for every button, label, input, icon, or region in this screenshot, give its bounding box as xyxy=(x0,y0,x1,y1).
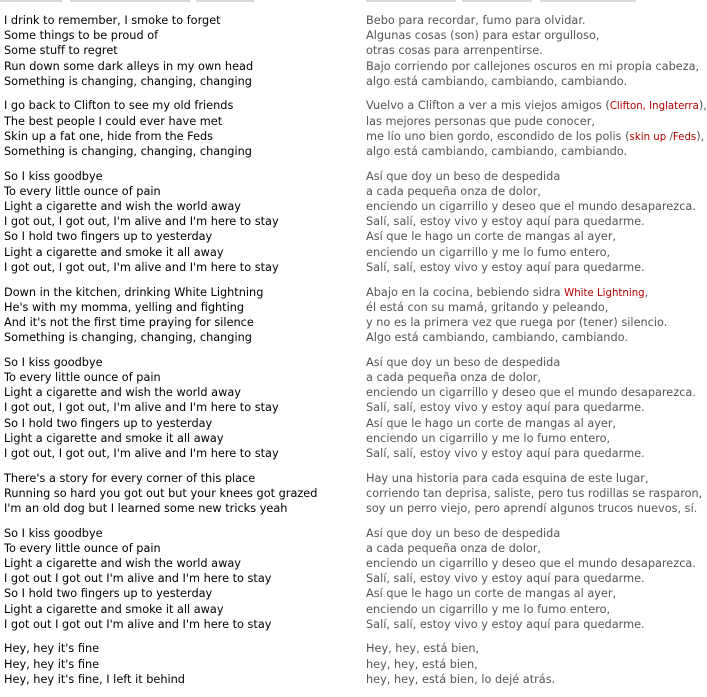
spanish-translation-line xyxy=(366,672,704,687)
translator-note: skin up xyxy=(629,131,667,143)
translation-text: y no es la primera vez que ruega por (tener) silencio. xyxy=(366,315,668,329)
spanish-translation-line xyxy=(366,300,704,315)
translator-note: Feds xyxy=(672,131,697,143)
spanish-translation-line xyxy=(366,486,704,501)
spanish-translation-line xyxy=(366,602,704,617)
translation-text: Así que le hago un corte de mangas al ayer, xyxy=(366,587,617,601)
translation-text: a cada pequeña onza de dolor, xyxy=(366,184,542,198)
translation-text: él está con su mamá, gritando y peleando, xyxy=(366,300,609,314)
english-lyric-line: Hey, hey it's fine, I left it behind xyxy=(4,672,185,686)
english-lyric-line: Run down some dark alleys in my own head xyxy=(4,59,254,73)
english-lyric-line: So I hold two fingers up to yesterday xyxy=(4,230,213,244)
english-lyric-line: Hey, hey it's fine xyxy=(4,642,100,656)
english-lyric-line: I got out, I got out, I'm alive and I'm here to stay xyxy=(4,446,279,460)
english-lyric-line: So I hold two fingers up to yesterday xyxy=(4,416,213,430)
translation-text: soy un perro viejo, pero aprendí algunos trucos nuevos, sí. xyxy=(366,501,698,515)
translation-text: Bajo corriendo por callejones oscuros en mi propia cabeza, xyxy=(366,59,700,73)
english-lyric-line: I got out I got out I'm alive and I'm here to stay xyxy=(4,617,272,631)
english-lyric-line: Something is changing, changing, changing xyxy=(4,331,252,345)
english-lyric-line: Light a cigarette and wish the world away xyxy=(4,557,241,570)
translator-note: White Lightning xyxy=(564,287,645,299)
spanish-translation-line xyxy=(366,214,704,229)
spanish-translation-line xyxy=(366,556,704,571)
english-lyrics-column xyxy=(4,13,356,697)
spanish-translation-line xyxy=(366,330,704,345)
spanish-translation-line xyxy=(366,13,704,28)
spanish-translation-line xyxy=(366,144,704,159)
translation-text: Salí, salí, estoy vivo y estoy aquí para quedarme. xyxy=(366,215,645,229)
spanish-translation-line xyxy=(366,28,704,43)
english-lyric-line: So I kiss goodbye xyxy=(4,526,103,540)
english-lyric-line: I got out, I got out, I'm alive and I'm here to stay xyxy=(4,260,279,274)
spanish-stanza xyxy=(366,471,704,517)
translation-text: a cada pequeña onza de dolor, xyxy=(366,541,542,555)
note-separator: / xyxy=(666,131,673,143)
spanish-translation-line xyxy=(366,199,704,214)
translation-text: Bebo para recordar, fumo para olvidar. xyxy=(366,14,586,27)
translation-text: Hey, hey, está bien, xyxy=(366,642,480,656)
english-lyric-line: I go back to Clifton to see my old friends xyxy=(4,99,234,113)
spanish-translation-line xyxy=(366,184,704,199)
spanish-translation-line xyxy=(366,446,704,461)
translator-note: Clifton, Inglaterra xyxy=(609,101,699,113)
spanish-translation-line xyxy=(366,74,704,89)
translation-text: enciendo un cigarrillo y me lo fumo entero, xyxy=(366,245,611,259)
english-lyric-line: The best people I could ever have met xyxy=(4,114,223,128)
translation-text: enciendo un cigarrillo y me lo fumo entero, xyxy=(366,431,611,445)
english-lyric-line: Some stuff to regret xyxy=(4,44,118,58)
translation-text: enciendo un cigarrillo y deseo que el mundo desaparezca. xyxy=(366,557,696,570)
translation-text: me lío uno bien gordo, escondido de los polis ( xyxy=(366,129,630,143)
translation-text: algo está cambiando, cambiando, cambiando. xyxy=(366,145,628,158)
english-stanza xyxy=(4,471,356,517)
translation-text: Salí, salí, estoy vivo y estoy aquí para quedarme. xyxy=(366,401,645,415)
spanish-translation-column xyxy=(366,13,707,697)
spanish-translation-line xyxy=(366,385,704,400)
english-lyric-line: I'm an old dog but I learned some new tricks yeah xyxy=(4,501,288,515)
spanish-stanza xyxy=(366,355,704,461)
english-lyric-line: And it's not the first time praying for silence xyxy=(4,315,254,329)
spanish-translation-line xyxy=(366,169,704,184)
spanish-translation-line xyxy=(366,285,704,300)
english-lyric-line: Running so hard you got out but your knees got grazed xyxy=(4,486,318,500)
english-lyric-line: Hey, hey it's fine xyxy=(4,657,100,671)
top-cropped-strip xyxy=(0,0,705,3)
english-stanza xyxy=(4,98,356,159)
english-lyric-line: Something is changing, changing, changing xyxy=(4,145,252,158)
english-lyric-line: There's a story for every corner of this place xyxy=(4,471,256,485)
spanish-translation-line xyxy=(366,129,704,144)
spanish-stanza xyxy=(366,13,704,89)
english-lyric-line: So I hold two fingers up to yesterday xyxy=(4,587,213,601)
spanish-translation-line xyxy=(366,471,704,486)
spanish-stanza xyxy=(366,526,704,632)
spanish-stanza xyxy=(366,285,704,346)
translation-text: Salí, salí, estoy vivo y estoy aquí para quedarme. xyxy=(366,260,645,274)
spanish-stanza xyxy=(366,98,707,159)
translation-text: hey, hey, está bien, lo dejé atrás. xyxy=(366,672,556,686)
translation-text: enciendo un cigarrillo y deseo que el mundo desaparezca. xyxy=(366,200,696,214)
spanish-translation-line xyxy=(366,355,704,370)
translation-text: enciendo un cigarrillo y me lo fumo entero, xyxy=(366,602,611,616)
english-stanza xyxy=(4,641,356,687)
english-stanza xyxy=(4,169,356,275)
english-lyric-line: Light a cigarette and wish the world away xyxy=(4,386,241,400)
spanish-stanza xyxy=(366,169,704,275)
english-lyric-line: To every little ounce of pain xyxy=(4,541,161,555)
english-lyric-line: Light a cigarette and smoke it all away xyxy=(4,431,224,445)
spanish-translation-line xyxy=(366,641,704,656)
english-lyric-line: He's with my momma, yelling and fighting xyxy=(4,300,245,314)
translation-text: Abajo en la cocina, bebiendo sidra xyxy=(366,285,565,299)
spanish-translation-line xyxy=(366,114,704,129)
translation-text: Hay una historia para cada esquina de este lugar, xyxy=(366,471,649,485)
english-lyric-line: I got out I got out I'm alive and I'm here to stay xyxy=(4,572,272,586)
spanish-translation-line xyxy=(366,586,704,601)
translation-text: Algo está cambiando, cambiando, cambiando. xyxy=(366,331,628,345)
english-stanza xyxy=(4,526,356,632)
translation-text: otras cosas para arrenpentirse. xyxy=(366,44,543,58)
english-lyric-line: So I kiss goodbye xyxy=(4,355,103,369)
translation-text-tail: ), xyxy=(698,99,707,113)
translation-text: las mejores personas que pude conocer, xyxy=(366,114,595,128)
spanish-translation-line xyxy=(366,260,704,275)
translation-text: Así que doy un beso de despedida xyxy=(366,355,561,369)
english-lyric-line: Light a cigarette and smoke it all away xyxy=(4,602,224,616)
spanish-translation-line xyxy=(366,541,704,556)
translation-text: Algunas cosas (son) para estar orgulloso, xyxy=(366,29,600,43)
spanish-translation-line xyxy=(366,617,704,632)
translation-text: Así que doy un beso de despedida xyxy=(366,169,561,183)
english-lyric-line: To every little ounce of pain xyxy=(4,184,161,198)
spanish-translation-line xyxy=(366,245,704,260)
spanish-translation-line xyxy=(366,431,704,446)
translation-text-tail: , xyxy=(644,285,649,299)
english-lyric-line: I got out, I got out, I'm alive and I'm here to stay xyxy=(4,215,279,229)
translation-text: corriendo tan deprisa, saliste, pero tus rodillas se rasparon, xyxy=(366,486,703,500)
translation-text: Salí, salí, estoy vivo y estoy aquí para quedarme. xyxy=(366,572,645,586)
english-lyric-line: Some things to be proud of xyxy=(4,29,159,43)
translation-text: Así que doy un beso de despedida xyxy=(366,526,561,540)
translation-text: enciendo un cigarrillo y deseo que el mundo desaparezca. xyxy=(366,386,696,400)
english-lyric-line: To every little ounce of pain xyxy=(4,370,161,384)
translation-text: Salí, salí, estoy vivo y estoy aquí para quedarme. xyxy=(366,617,645,631)
english-lyric-line: Light a cigarette and smoke it all away xyxy=(4,245,224,259)
spanish-translation-line xyxy=(366,229,704,244)
english-lyric-line: I drink to remember, I smoke to forget xyxy=(4,14,221,27)
english-lyric-line: I got out, I got out, I'm alive and I'm here to stay xyxy=(4,401,279,415)
spanish-translation-line xyxy=(366,501,704,516)
spanish-translation-line xyxy=(366,98,707,113)
english-lyric-line: Down in the kitchen, drinking White Lightning xyxy=(4,285,264,299)
english-lyric-line: Something is changing, changing, changing xyxy=(4,74,252,88)
translation-text: Así que le hago un corte de mangas al ayer, xyxy=(366,230,617,244)
translation-text: Salí, salí, estoy vivo y estoy aquí para quedarme. xyxy=(366,446,645,460)
english-stanza xyxy=(4,355,356,461)
english-stanza xyxy=(4,13,356,89)
translation-text: algo está cambiando, cambiando, cambiando. xyxy=(366,74,628,88)
spanish-translation-line xyxy=(366,400,704,415)
spanish-translation-line xyxy=(366,315,704,330)
spanish-translation-line xyxy=(366,370,704,385)
translation-text: Así que le hago un corte de mangas al ayer, xyxy=(366,416,617,430)
english-lyric-line: Skin up a fat one, hide from the Feds xyxy=(4,129,214,143)
spanish-stanza xyxy=(366,641,704,687)
translation-text: hey, hey, está bien, xyxy=(366,657,478,671)
english-lyric-line: Light a cigarette and wish the world away xyxy=(4,200,241,214)
translation-text: Vuelvo a Clifton a ver a mis viejos amigos ( xyxy=(366,99,610,113)
english-stanza xyxy=(4,285,356,346)
spanish-translation-line xyxy=(366,571,704,586)
spanish-translation-line xyxy=(366,526,704,541)
spanish-translation-line xyxy=(366,59,704,74)
english-lyric-line: So I kiss goodbye xyxy=(4,169,103,183)
spanish-translation-line xyxy=(366,657,704,672)
spanish-translation-line xyxy=(366,43,704,58)
translation-text-tail: ), xyxy=(696,129,705,143)
translation-text: a cada pequeña onza de dolor, xyxy=(366,370,542,384)
spanish-translation-line xyxy=(366,416,704,431)
